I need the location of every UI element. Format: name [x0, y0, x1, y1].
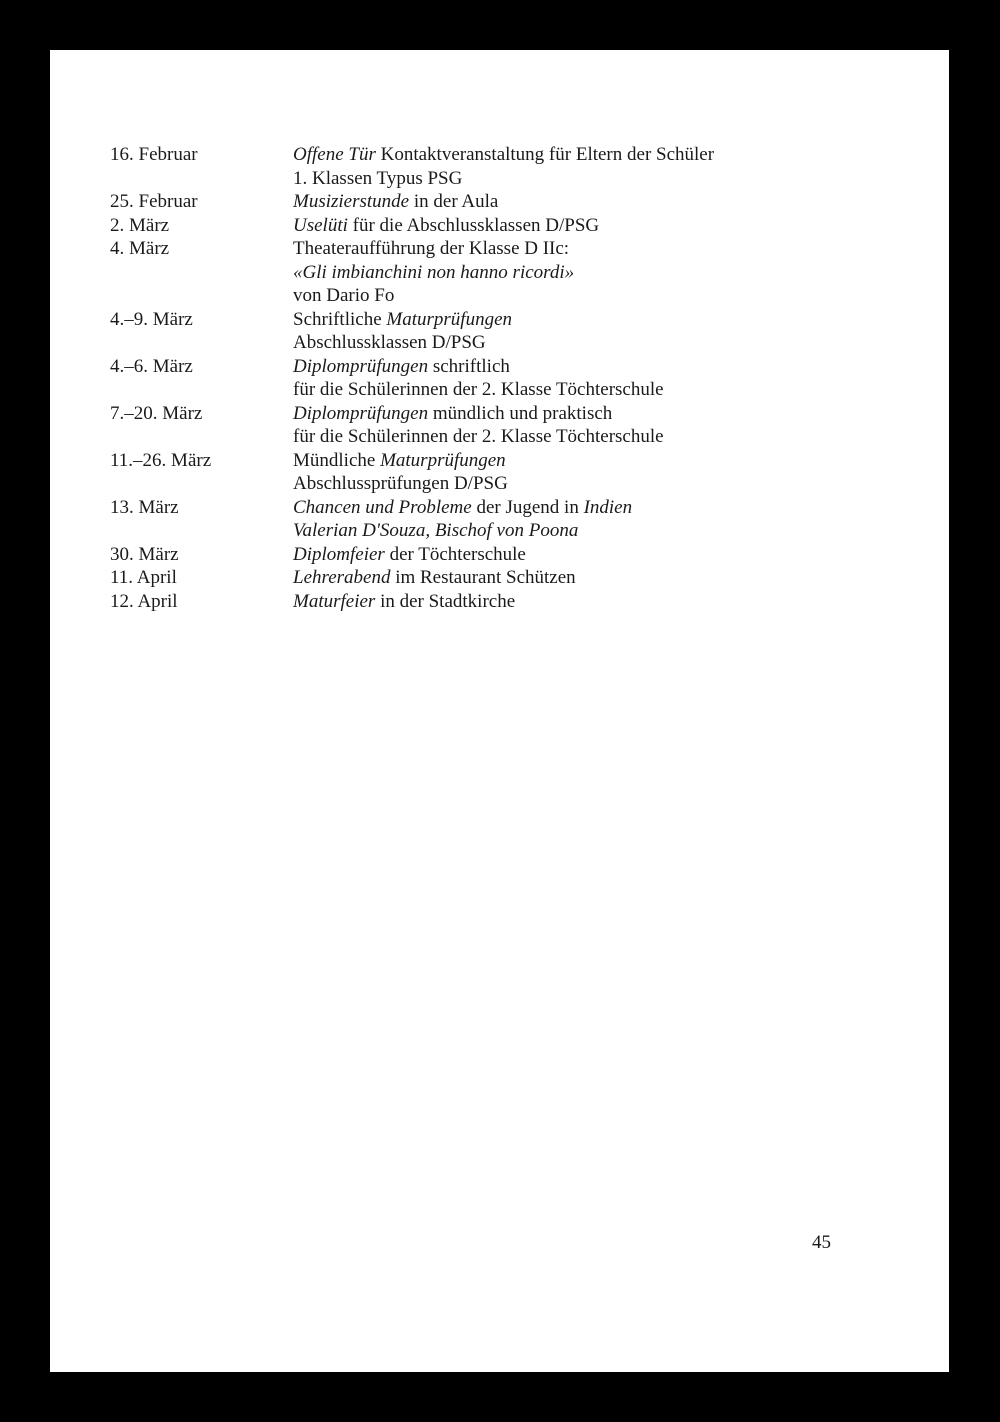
- entry-description: [293, 143, 870, 190]
- entry-description: [293, 449, 870, 496]
- description-line: [293, 496, 870, 520]
- italic-text: «Gli imbianchini non hanno ricordi»: [293, 261, 575, 283]
- description-line: [293, 590, 870, 614]
- entry-description: [293, 190, 870, 214]
- description-line: [293, 566, 870, 590]
- italic-text: Indien: [583, 496, 633, 518]
- italic-text: Offene Tür: [293, 144, 376, 165]
- entry-description: [293, 402, 870, 449]
- text-segment: für die Schülerinnen der 2. Klasse Töchterschule: [293, 426, 664, 447]
- description-line: [293, 284, 870, 308]
- event-calendar: [110, 143, 870, 613]
- text-segment: von Dario Fo: [293, 285, 395, 306]
- entry-date: 4.–6. März: [110, 355, 193, 377]
- description-line: [293, 143, 870, 167]
- calendar-entry: [110, 237, 870, 308]
- text-segment: Schriftliche: [293, 308, 387, 330]
- italic-text: Chancen und Probleme: [293, 496, 472, 518]
- entry-date: 4. März: [110, 238, 170, 259]
- italic-text: Maturprüfungen: [380, 449, 506, 471]
- calendar-entry: [110, 402, 870, 449]
- calendar-entry: [110, 566, 870, 590]
- text-segment: in der Stadtkirche: [375, 590, 516, 612]
- entry-description: [293, 496, 870, 543]
- calendar-entry: [110, 214, 870, 238]
- page-number: 45: [812, 1232, 831, 1253]
- text-segment: in der Aula: [409, 191, 499, 212]
- text-segment: Abschlussklassen D/PSG: [293, 332, 486, 353]
- calendar-entry: [110, 543, 870, 567]
- entry-description: [293, 543, 870, 567]
- description-line: [293, 237, 870, 261]
- entry-date: 25. Februar: [110, 191, 198, 212]
- text-segment: im Restaurant Schützen: [390, 567, 576, 588]
- text-segment: Mündliche: [293, 449, 381, 471]
- calendar-entry: [110, 449, 870, 496]
- description-line: [293, 519, 870, 543]
- description-line: [293, 167, 870, 191]
- text-segment: für die Schülerinnen der 2. Klasse Töchterschule: [293, 379, 664, 400]
- description-line: [293, 214, 870, 238]
- italic-text: Maturprüfungen: [386, 308, 512, 330]
- document-page: [50, 50, 949, 1372]
- italic-text: Diplomprüfungen: [293, 355, 429, 377]
- text-segment: der Töchterschule: [384, 543, 526, 565]
- entry-date: 11. April: [110, 567, 177, 588]
- description-line: [293, 402, 870, 426]
- italic-text: Valerian D'Souza, Bischof von Poona: [293, 520, 579, 541]
- description-line: [293, 331, 870, 355]
- italic-text: Diplomprüfungen: [293, 402, 429, 424]
- entry-date: 7.–20. März: [110, 402, 203, 424]
- italic-text: Diplomfeier: [293, 543, 385, 565]
- description-line: [293, 378, 870, 402]
- entry-date: 4.–9. März: [110, 308, 193, 330]
- entry-date: 16. Februar: [110, 144, 198, 165]
- entry-description: [293, 308, 870, 355]
- entry-date: 13. März: [110, 496, 179, 518]
- entry-description: [293, 214, 870, 238]
- text-segment: der Jugend in: [471, 496, 584, 518]
- calendar-entry: [110, 496, 870, 543]
- text-segment: Theateraufführung der Klasse D IIc:: [293, 238, 570, 259]
- entry-date: 12. April: [110, 590, 178, 612]
- description-line: [293, 190, 870, 214]
- calendar-entry: [110, 308, 870, 355]
- text-segment: 1. Klassen Typus PSG: [293, 167, 463, 189]
- entry-date: 2. März: [110, 214, 170, 236]
- calendar-entry: [110, 590, 870, 614]
- entry-description: [293, 355, 870, 402]
- entry-date: 30. März: [110, 543, 179, 565]
- text-segment: schriftlich: [428, 355, 510, 377]
- text-segment: Kontaktveranstaltung für Eltern der Schüler: [375, 144, 715, 165]
- text-segment: Abschlussprüfungen D/PSG: [293, 473, 508, 494]
- text-segment: für die Abschlussklassen D/PSG: [347, 214, 600, 236]
- italic-text: Maturfeier: [293, 590, 376, 612]
- entry-description: [293, 590, 870, 614]
- italic-text: Uselüti: [293, 214, 348, 236]
- text-segment: mündlich und praktisch: [428, 402, 613, 424]
- italic-text: Lehrerabend: [293, 567, 391, 588]
- entry-date: 11.–26. März: [110, 449, 212, 471]
- description-line: [293, 308, 870, 332]
- description-line: [293, 425, 870, 449]
- description-line: [293, 472, 870, 496]
- description-line: [293, 449, 870, 473]
- entry-description: [293, 237, 870, 308]
- description-line: [293, 355, 870, 379]
- calendar-entry: [110, 355, 870, 402]
- entry-description: [293, 566, 870, 590]
- description-line: [293, 261, 870, 285]
- italic-text: Musizierstunde: [293, 191, 410, 212]
- description-line: [293, 543, 870, 567]
- calendar-entry: [110, 190, 870, 214]
- calendar-entry: [110, 143, 870, 190]
